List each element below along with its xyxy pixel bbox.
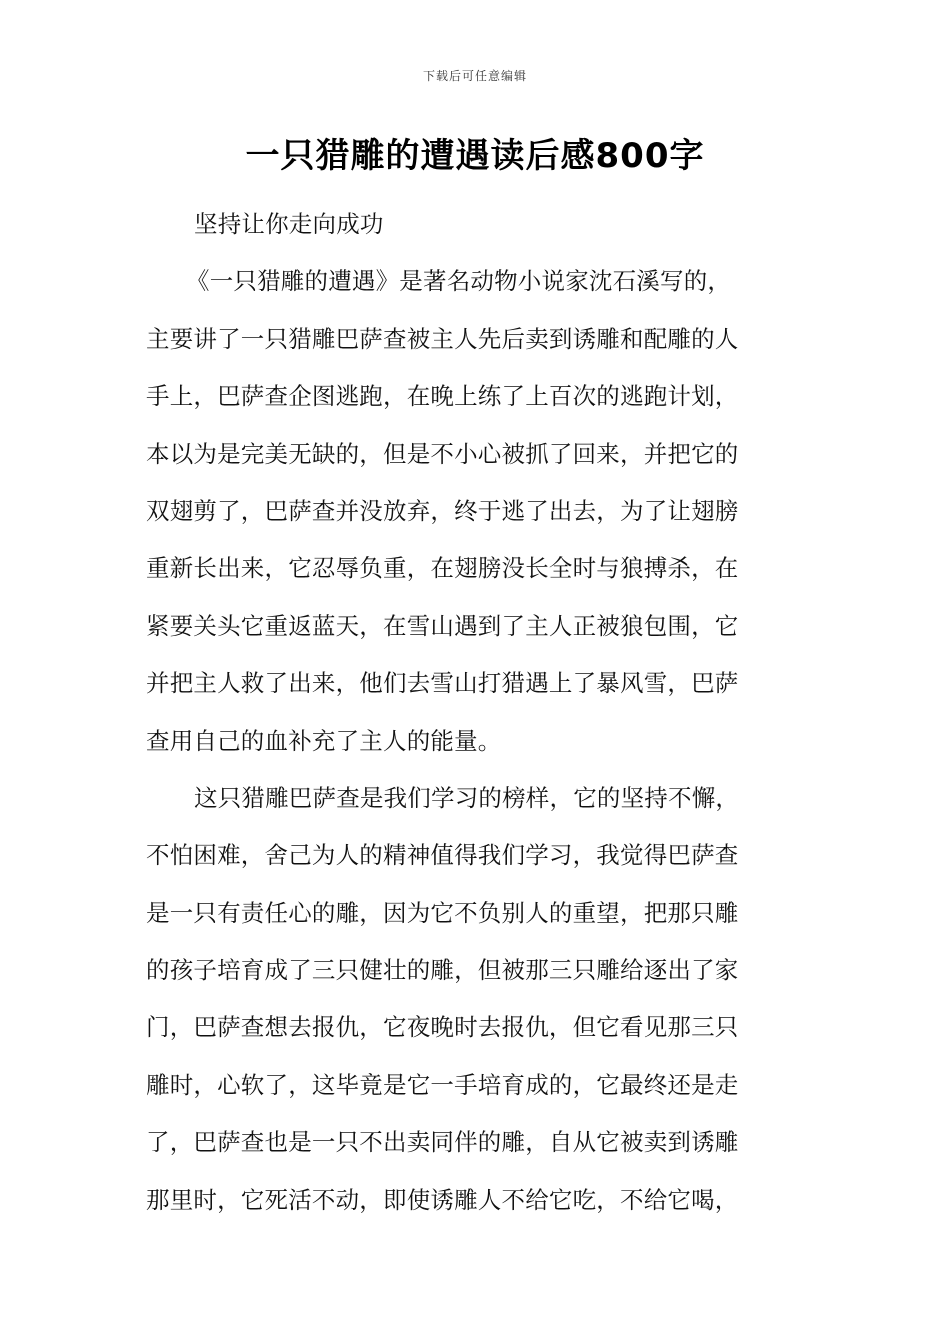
paragraph-line: 不怕困难，舍己为人的精神值得我们学习，我觉得巴萨查 <box>146 841 739 870</box>
paragraph-line: 紧要关头它重返蓝天，在雪山遇到了主人正被狼包围，它 <box>146 611 739 640</box>
paragraph-line: 《一只猎雕的遭遇》是著名动物小说家沈石溪写的， <box>186 267 732 296</box>
paragraph-line: 查用自己的血补充了主人的能量。 <box>146 726 502 755</box>
paragraph-line: 门，巴萨查想去报仇，它夜晚时去报仇，但它看见那三只 <box>146 1013 739 1042</box>
paragraph-line: 的孩子培育成了三只健壮的雕，但被那三只雕给逐出了家 <box>146 956 739 985</box>
paragraph-line: 主要讲了一只猎雕巴萨查被主人先后卖到诱雕和配雕的人 <box>146 324 739 353</box>
header-note: 下载后可任意编辑 <box>422 69 527 83</box>
paragraph-line: 那里时，它死活不动，即使诱雕人不给它吃，不给它喝， <box>146 1185 739 1214</box>
paragraph-line: 是一只有责任心的雕，因为它不负别人的重望，把那只雕 <box>146 898 739 927</box>
document-title: 一只猎雕的遭遇读后感800字 <box>245 136 705 176</box>
paragraph-line: 双翅剪了，巴萨查并没放弃，终于逃了出去，为了让翅膀 <box>146 496 739 525</box>
paragraph-line: 并把主人救了出来，他们去雪山打猎遇上了暴风雪，巴萨 <box>146 669 739 698</box>
paragraph-line: 雕时，心软了，这毕竟是它一手培育成的，它最终还是走 <box>146 1070 739 1099</box>
paragraph-line: 重新长出来，它忍辱负重，在翅膀没长全时与狼搏杀，在 <box>146 554 739 583</box>
document-body <box>146 196 806 1229</box>
paragraph-line: 手上，巴萨查企图逃跑，在晚上练了上百次的逃跑计划， <box>146 382 739 411</box>
paragraph-line: 本以为是完美无缺的，但是不小心被抓了回来，并把它的 <box>146 439 739 468</box>
paragraph-line: 了，巴萨查也是一只不出卖同伴的雕，自从它被卖到诱雕 <box>146 1128 739 1157</box>
subtitle-line: 坚持让你走向成功 <box>194 210 384 238</box>
paragraph-line: 这只猎雕巴萨查是我们学习的榜样，它的坚持不懈， <box>194 783 740 812</box>
